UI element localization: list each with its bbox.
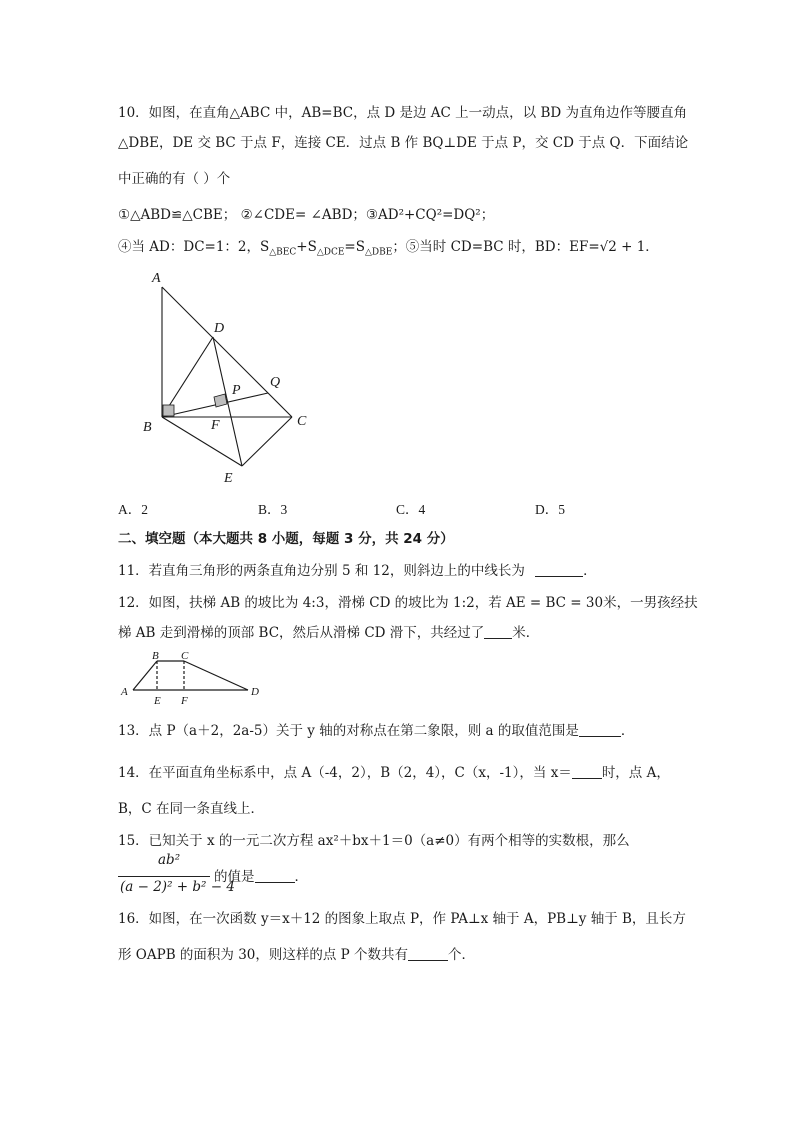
fig2-label-F: F xyxy=(181,695,188,705)
label-F: F xyxy=(211,418,220,433)
q10-line5-part: =S xyxy=(344,239,365,255)
q16-line2 xyxy=(118,946,475,964)
q10-line5-part: ；⑤当时 CD=BC 时，BD：EF=√2 + 1． xyxy=(392,239,659,255)
fraction-bar xyxy=(118,876,210,877)
segment-BE xyxy=(162,417,242,466)
q14-line1 xyxy=(118,764,670,782)
q10-line4: ①△ABD≌△CBE； ②∠CDE= ∠ABD；③AD²+CQ²=DQ²； xyxy=(118,207,495,223)
q16-text: 形 OAPB 的面积为 30，则这样的点 P 个数共有 xyxy=(118,947,409,963)
q10-line3: 中正确的有（ ）个 xyxy=(118,171,231,187)
q10-figure xyxy=(130,262,350,492)
q10-sub: △DCE xyxy=(316,247,345,258)
q12-text: 梯 AB 走到滑梯的顶部 BC，然后从滑梯 CD 滑下，共经过了 xyxy=(118,625,485,641)
q12-figure xyxy=(118,645,268,705)
q10-line5-part: +S xyxy=(296,239,317,255)
label-C: C xyxy=(297,414,307,429)
q16-line1: 16．如图，在一次函数 y＝x＋12 的图象上取点 P，作 PA⊥x 轴于 A，PB⊥y 轴于 B，且长方 xyxy=(118,911,686,927)
q15-line1: 15．已知关于 x 的一元二次方程 ax²＋bx＋1＝0（a≠0）有两个相等的实数根，那么 xyxy=(118,833,630,849)
q13-end: ． xyxy=(620,723,635,739)
q12-line1: 12．如图，扶梯 AB 的坡比为 4:3，滑梯 CD 的坡比为 1:2，若 AE = BC = 30米，一男孩经扶 xyxy=(118,595,698,611)
section-heading: 二、填空题（本大题共 8 小题，每题 3 分，共 24 分） xyxy=(118,531,454,547)
q10-sub: △DBE xyxy=(364,247,393,258)
fig2-label-C: C xyxy=(181,650,189,662)
q15-blank xyxy=(255,868,295,883)
q14-text2: 时，点 A， xyxy=(601,765,670,781)
right-angle-mark-P xyxy=(214,394,227,407)
q12-line2 xyxy=(118,624,539,642)
label-D: D xyxy=(214,321,225,336)
segment-AB xyxy=(133,661,157,690)
q11-blank xyxy=(535,562,583,577)
q14-text: 14．在平面直角坐标系中，点 A（-4，2），B（2，4），C（x，-1），当 x＝ xyxy=(118,765,572,781)
choice-c: C．4 xyxy=(396,502,426,517)
q15-denominator: (a − 2)² + b² − 4 xyxy=(120,879,235,895)
label-B: B xyxy=(143,420,152,435)
fig2-label-B: B xyxy=(152,650,159,662)
q13-blank xyxy=(579,722,621,737)
right-angle-mark-B xyxy=(163,405,174,416)
choice-a: A．2 xyxy=(118,502,148,517)
q14-line2: B，C 在同一条直线上． xyxy=(118,801,265,817)
q13 xyxy=(118,722,634,740)
fig2-label-A: A xyxy=(121,686,128,698)
q14-blank xyxy=(572,764,602,779)
q15-text: 的值是 xyxy=(214,869,255,885)
q10-line1: 10．如图，在直角△ABC 中，AB=BC，点 D 是边 AC 上一动点，以 BD 为直角边作等腰直角 xyxy=(118,105,687,121)
q15-tail xyxy=(214,868,308,886)
q13-text: 13．点 P（a＋2，2a-5）关于 y 轴的对称点在第二象限，则 a 的取值范围是 xyxy=(118,723,579,739)
fig2-label-D: D xyxy=(251,686,259,698)
label-E: E xyxy=(224,471,233,486)
q10-line5-part: ④当 AD：DC=1：2，S xyxy=(118,239,270,255)
label-P: P xyxy=(232,383,241,398)
choice-d: D．5 xyxy=(535,502,565,517)
q12-end: 米． xyxy=(512,625,540,641)
q10-line2: △DBE，DE 交 BC 于点 F，连接 CE．过点 B 作 BQ⊥DE 于点 P，交 CD 于点 Q．下面结论 xyxy=(118,135,689,151)
q11-end: ． xyxy=(583,563,597,579)
choice-b: B．3 xyxy=(258,502,288,517)
q15-end: ． xyxy=(294,869,308,885)
q15-numerator: ab² xyxy=(158,852,181,868)
q16-end: 个． xyxy=(448,947,476,963)
label-A: A xyxy=(152,271,161,286)
label-Q: Q xyxy=(270,375,281,390)
q11 xyxy=(118,562,597,580)
fig2-label-E: E xyxy=(154,695,161,705)
q16-blank xyxy=(408,946,448,961)
q10-line5 xyxy=(118,238,659,262)
q12-blank xyxy=(484,624,512,639)
q10-sub: △BEC xyxy=(269,247,297,258)
segment-CE xyxy=(242,417,292,466)
q11-text: 11．若直角三角形的两条直角边分别 5 和 12，则斜边上的中线长为 xyxy=(118,563,525,579)
segment-CD xyxy=(184,661,248,690)
